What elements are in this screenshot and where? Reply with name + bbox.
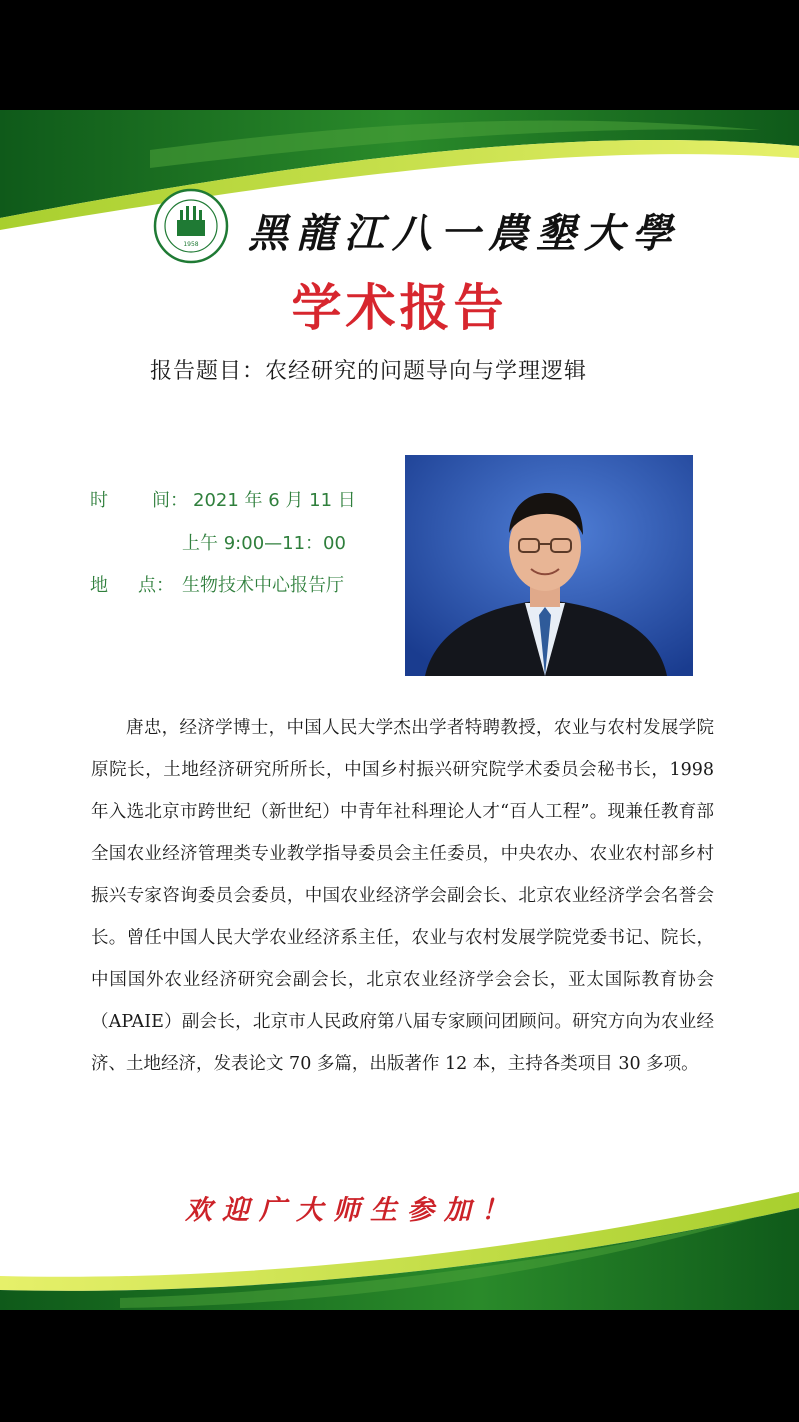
place-label-part-2: 点： — [138, 575, 174, 596]
report-place: 生物技术中心报告厅 — [182, 575, 344, 596]
report-type-title: 学术报告 — [291, 278, 508, 337]
report-date: 2021 年 6 月 11 日 — [193, 490, 356, 511]
university-name: 黑龍江八一農墾大學 — [248, 210, 680, 257]
place-label — [90, 571, 174, 597]
speaker-photo — [405, 455, 693, 676]
bottom-green-swoosh — [0, 1180, 799, 1310]
time-label-part-1: 时 — [90, 490, 108, 511]
time-label — [90, 486, 188, 512]
welcome-message: 欢迎广大师生参加！ — [185, 1195, 518, 1226]
poster — [0, 110, 799, 1310]
university-logo — [153, 188, 229, 264]
time-label-part-2: 间： — [152, 490, 188, 511]
report-time: 上午 9:00—11：00 — [182, 533, 346, 554]
svg-text:1958: 1958 — [183, 241, 199, 248]
speaker-bio: 唐忠，经济学博士，中国人民大学杰出学者特聘教授，农业与农村发展学院原院长，土地经济研究所所长，中国乡村振兴研究院学术委员会秘书长，1998 年入选北京市跨世纪（新世纪）中青年社科理论人才“百人工程”。现兼任教育部全国农业经济管理类专业教学指导委员会主任委员，中央农办、农业农村部乡村振兴专家咨询委员会委员，中国农业经济学会副会长、北京农业经济学会名誉会长。曾任中国人民大学农业经济系主任，农业与农村发展学院党委书记、院长，中国国外农业经济研究会副会长，北京农业经济学会会长，亚太国际教育协会（APAIE）副会长，北京市人民政府第八届专家顾问团顾问。研究方向为农业经济、土地经济，发表论文 70 多篇，出版著作 12 本，主持各类项目 30 多项。 — [91, 718, 714, 1074]
report-topic: 报告题目：农经研究的问题导向与学理逻辑 — [150, 359, 588, 384]
place-label-part-1: 地 — [90, 575, 108, 596]
